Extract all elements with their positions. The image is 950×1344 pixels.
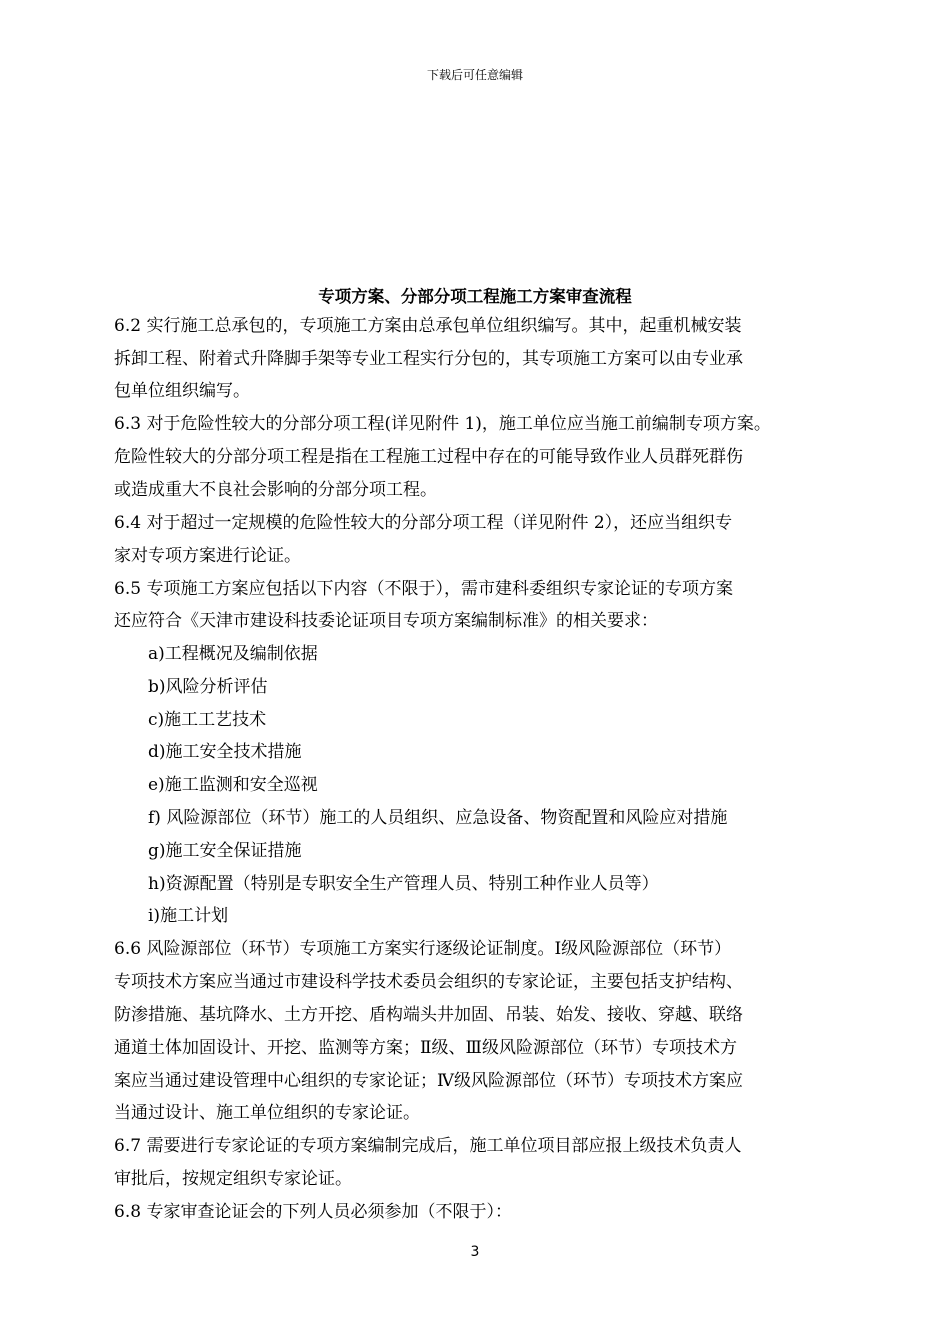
paragraph-line: 专项技术方案应当通过市建设科学技术委员会组织的专家论证，主要包括支护结构、 xyxy=(114,972,743,992)
list-item: e)施工监测和安全巡视 xyxy=(148,775,318,795)
list-item: g)施工安全保证措施 xyxy=(148,841,302,861)
paragraph-line: 审批后，按规定组织专家论证。 xyxy=(114,1169,352,1189)
paragraph-line: 6.4 对于超过一定规模的危险性较大的分部分项工程（详见附件 2），还应当组织专 xyxy=(114,513,733,533)
paragraph-line: 通道土体加固设计、开挖、监测等方案；Ⅱ级、Ⅲ级风险源部位（环节）专项技术方 xyxy=(114,1038,737,1058)
list-item: b)风险分析评估 xyxy=(148,677,268,697)
paragraph-line: 或造成重大不良社会影响的分部分项工程。 xyxy=(114,480,437,500)
paragraph-line: 案应当通过建设管理中心组织的专家论证；Ⅳ级风险源部位（环节）专项技术方案应 xyxy=(114,1071,743,1091)
paragraph-line: 家对专项方案进行论证。 xyxy=(114,546,301,566)
paragraph-line: 6.7 需要进行专家论证的专项方案编制完成后，施工单位项目部应报上级技术负责人 xyxy=(114,1136,742,1156)
paragraph-line: 6.2 实行施工总承包的，专项施工方案由总承包单位组织编写。其中，起重机械安装 xyxy=(114,316,742,336)
list-item: f) 风险源部位（环节）施工的人员组织、应急设备、物资配置和风险应对措施 xyxy=(148,808,728,828)
paragraph-line: 危险性较大的分部分项工程是指在工程施工过程中存在的可能导致作业人员群死群伤 xyxy=(114,447,743,467)
paragraph-line: 6.5 专项施工方案应包括以下内容（不限于），需市建科委组织专家论证的专项方案 xyxy=(114,579,733,599)
paragraph-line: 6.8 专家审查论证会的下列人员必须参加（不限于）： xyxy=(114,1202,512,1222)
list-item: a)工程概况及编制依据 xyxy=(148,644,318,664)
list-item: d)施工安全技术措施 xyxy=(148,742,302,762)
list-item: h)资源配置（特别是专职安全生产管理人员、特别工种作业人员等） xyxy=(148,874,659,894)
paragraph-line: 拆卸工程、附着式升降脚手架等专业工程实行分包的，其专项施工方案可以由专业承 xyxy=(114,349,743,369)
list-item: c)施工工艺技术 xyxy=(148,710,267,730)
paragraph-line: 防渗措施、基坑降水、土方开挖、盾构端头井加固、吊装、始发、接收、穿越、联络 xyxy=(114,1005,743,1025)
page-number: 3 xyxy=(470,1244,480,1260)
list-item: i)施工计划 xyxy=(148,906,229,926)
document-title: 专项方案、分部分项工程施工方案审查流程 xyxy=(318,287,632,306)
paragraph-line: 包单位组织编写。 xyxy=(114,381,250,401)
paragraph-line: 6.3 对于危险性较大的分部分项工程(详见附件 1)，施工单位应当施工前编制专项方案。 xyxy=(114,414,771,434)
header-note: 下载后可任意编辑 xyxy=(426,68,523,82)
paragraph-line: 6.6 风险源部位（环节）专项施工方案实行逐级论证制度。Ⅰ级风险源部位（环节） xyxy=(114,939,732,959)
paragraph-line: 还应符合《天津市建设科技委论证项目专项方案编制标准》的相关要求： xyxy=(114,611,658,631)
paragraph-line: 当通过设计、施工单位组织的专家论证。 xyxy=(114,1103,420,1123)
